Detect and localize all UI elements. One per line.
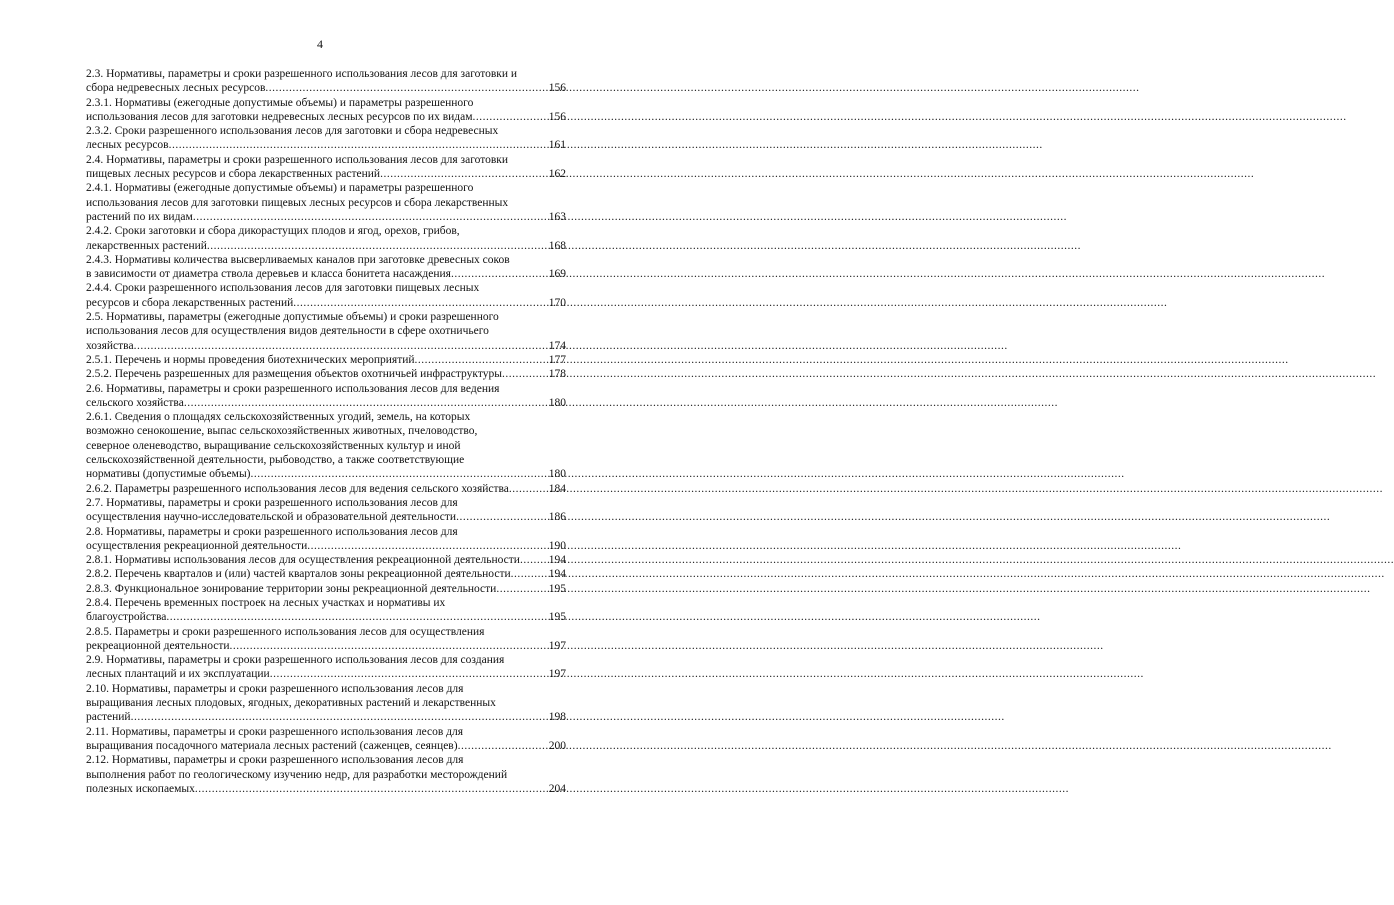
dot-leader <box>456 510 548 524</box>
toc-entry[interactable] <box>86 682 566 725</box>
dot-leader <box>131 710 548 724</box>
toc-page-number: 178 <box>548 368 566 381</box>
dot-leader <box>293 296 547 310</box>
toc-page-number: 200 <box>548 739 566 752</box>
toc-page-number: 168 <box>548 239 566 252</box>
toc-entry-text: выполнения работ по геологическому изучению недр, для разработки месторождений <box>86 768 508 781</box>
toc-page-number: 170 <box>548 296 566 309</box>
toc-entry-text: 2.6.1. Сведения о площадях сельскохозяйственных угодий, земель, на которых <box>86 411 471 424</box>
toc-page-number: 180 <box>548 468 566 481</box>
toc-entry-text: осуществления научно-исследовательской и образовательной деятельности <box>86 511 457 524</box>
dot-leader <box>509 482 548 496</box>
dot-leader <box>307 539 548 553</box>
toc-entry-text: 2.3.1. Нормативы (ежегодные допустимые объемы) и параметры разрешенного <box>86 96 474 109</box>
toc-entry-text: в зависимости от диаметра ствола деревьев и класса бонитета насаждения <box>86 268 451 281</box>
toc-entry[interactable] <box>86 410 566 481</box>
toc-entry-text: 2.8.1. Нормативы использования лесов для осуществления рекреационной деятельности <box>86 554 520 567</box>
dot-leader <box>195 782 548 796</box>
toc-entry[interactable] <box>86 367 566 381</box>
dot-leader <box>520 553 548 567</box>
toc-entry[interactable] <box>86 553 566 567</box>
toc-page-number: 204 <box>548 782 566 795</box>
toc-entry-text: 2.3.2. Сроки разрешенного использования лесов для заготовки и сбора недревесных <box>86 125 499 138</box>
dot-leader <box>496 582 547 596</box>
toc-entry-text: лекарственных растений <box>86 239 207 252</box>
toc-entry-text: 2.4. Нормативы, параметры и сроки разрешенного использования лесов для заготовки <box>86 153 509 166</box>
toc-entry[interactable] <box>86 525 566 554</box>
dot-leader <box>230 639 548 653</box>
toc-entry-text: 2.10. Нормативы, параметры и сроки разрешенного использования лесов для <box>86 682 464 695</box>
toc-entry-text: 2.4.3. Нормативы количества высверливаемых каналов при заготовке древесных соков <box>86 253 510 266</box>
toc-entry[interactable] <box>86 124 566 153</box>
toc-entry-text: использования лесов для заготовки недревесных лесных ресурсов по их видам <box>86 110 473 123</box>
toc-entry-text: использования лесов для осуществления видов деятельности в сфере охотничьего <box>86 325 489 338</box>
toc-entry-text: 2.5. Нормативы, параметры (ежегодные допустимые объемы) и сроки разрешенного <box>86 311 499 324</box>
dot-leader <box>169 138 548 152</box>
toc-entry[interactable] <box>86 67 566 96</box>
toc-entry-text: 2.8.4. Перечень временных построек на лесных участках и нормативы их <box>86 596 446 609</box>
toc-entry-text: лесных плантаций и их эксплуатации <box>86 668 270 681</box>
page-number: 4 <box>317 37 323 51</box>
toc-page-number: 198 <box>548 711 566 724</box>
dot-leader <box>380 167 548 181</box>
toc-entry[interactable] <box>86 382 566 411</box>
toc-page-number: 174 <box>548 339 566 352</box>
toc-entry[interactable] <box>86 253 566 282</box>
toc-entry-text: сельскохозяйственной деятельности, рыбоводство, а также соответствующие <box>86 454 465 467</box>
toc-entry-text: 2.11. Нормативы, параметры и сроки разрешенного использования лесов для <box>86 725 464 738</box>
toc-entry-text: полезных ископаемых <box>86 782 195 795</box>
dot-leader <box>270 667 548 681</box>
dot-leader <box>184 396 548 410</box>
toc-entry-text: лесных ресурсов <box>86 139 169 152</box>
dot-leader <box>265 81 547 95</box>
dot-leader <box>251 467 548 481</box>
toc-entry-text: осуществления рекреационной деятельности <box>86 539 308 552</box>
dot-leader <box>511 567 548 581</box>
toc-entry-text: 2.8.3. Функциональное зонирование территории зоны рекреационной деятельности <box>86 582 497 595</box>
toc-page-number: 156 <box>548 82 566 95</box>
toc-entry[interactable] <box>86 582 566 596</box>
table-of-contents <box>86 67 566 796</box>
dot-leader <box>451 267 548 281</box>
toc-entry[interactable] <box>86 725 566 754</box>
toc-page-number: 190 <box>548 539 566 552</box>
toc-entry-text: 2.8.2. Перечень кварталов и (или) частей кварталов зоны рекреационной деятельности <box>86 568 511 581</box>
toc-entry-text: северное оленеводство, выращивание сельскохозяйственных культур и иной <box>86 439 461 452</box>
toc-entry[interactable] <box>86 753 566 796</box>
toc-page-number: 169 <box>548 268 566 281</box>
toc-entry-text: хозяйства <box>86 339 134 352</box>
toc-entry[interactable] <box>86 625 566 654</box>
toc-entry-text: рекреационной деятельности <box>86 639 230 652</box>
toc-entry-text: 2.7. Нормативы, параметры и сроки разрешенного использования лесов для <box>86 496 458 509</box>
dot-leader <box>473 110 548 124</box>
toc-page-number: 194 <box>548 554 566 567</box>
toc-page-number: 186 <box>548 511 566 524</box>
toc-page-number: 195 <box>548 582 566 595</box>
toc-page-number: 197 <box>548 668 566 681</box>
toc-page-number: 163 <box>548 210 566 223</box>
toc-entry[interactable] <box>86 281 566 310</box>
toc-entry-text: выращивания посадочного материала лесных растений (саженцев, сеянцев) <box>86 739 458 752</box>
toc-entry[interactable] <box>86 310 566 353</box>
toc-entry-text: 2.4.2. Сроки заготовки и сбора дикорастущих плодов и ягод, орехов, грибов, <box>86 225 460 238</box>
toc-entry[interactable] <box>86 567 566 581</box>
toc-entry[interactable] <box>86 596 566 625</box>
toc-entry-text: благоустройства <box>86 611 167 624</box>
toc-entry-text: использования лесов для заготовки пищевых лесных ресурсов и сбора лекарственных <box>86 196 509 209</box>
toc-entry-text: пищевых лесных ресурсов и сбора лекарственных растений <box>86 168 381 181</box>
dot-leader <box>193 210 548 224</box>
toc-entry[interactable] <box>86 224 566 253</box>
toc-entry-text: растений по их видам <box>86 210 193 223</box>
dot-leader <box>415 353 548 367</box>
toc-page-number: 184 <box>548 482 566 495</box>
toc-entry-text: ресурсов и сбора лекарственных растений <box>86 296 294 309</box>
toc-entry-text: выращивания лесных плодовых, ягодных, декоративных растений и лекарственных <box>86 697 496 710</box>
toc-page-number: 194 <box>548 568 566 581</box>
toc-page-number: 161 <box>548 139 566 152</box>
toc-page-number: 177 <box>548 353 566 366</box>
toc-entry[interactable] <box>86 181 566 224</box>
dot-leader <box>134 339 548 353</box>
toc-entry-text: 2.9. Нормативы, параметры и сроки разрешенного использования лесов для создания <box>86 654 505 667</box>
toc-entry-text: 2.5.1. Перечень и нормы проведения биотехнических мероприятий <box>86 353 415 366</box>
toc-entry-text: 2.8.5. Параметры и сроки разрешенного использования лесов для осуществления <box>86 625 485 638</box>
toc-page-number: 162 <box>548 168 566 181</box>
toc-entry-text: нормативы (допустимые объемы) <box>86 468 251 481</box>
toc-entry[interactable] <box>86 653 566 682</box>
toc-entry-text: 2.12. Нормативы, параметры и сроки разрешенного использования лесов для <box>86 754 464 767</box>
toc-entry[interactable] <box>86 496 566 525</box>
toc-entry-text: возможно сенокошение, выпас сельскохозяйственных животных, пчеловодство, <box>86 425 478 438</box>
toc-entry[interactable] <box>86 153 566 182</box>
toc-entry-text: 2.3. Нормативы, параметры и сроки разрешенного использования лесов для заготовки и <box>86 68 518 80</box>
dot-leader <box>502 367 548 381</box>
toc-entry-text: сбора недревесных лесных ресурсов <box>86 82 266 95</box>
toc-entry-text: 2.8. Нормативы, параметры и сроки разрешенного использования лесов для <box>86 525 458 538</box>
toc-entry-text: 2.6. Нормативы, параметры и сроки разрешенного использования лесов для ведения <box>86 382 500 395</box>
toc-page-number: 195 <box>548 611 566 624</box>
toc-entry-text: сельского хозяйства <box>86 396 184 409</box>
dot-leader <box>207 239 548 253</box>
toc-entry-text: 2.4.4. Сроки разрешенного использования лесов для заготовки пищевых лесных <box>86 282 480 295</box>
toc-entry[interactable] <box>86 96 566 125</box>
toc-page-number: 180 <box>548 396 566 409</box>
toc-page-number: 156 <box>548 110 566 123</box>
toc-entry-text: растений <box>86 711 131 724</box>
toc-entry[interactable] <box>86 353 566 367</box>
toc-entry[interactable] <box>86 482 566 496</box>
toc-entry-text: 2.4.1. Нормативы (ежегодные допустимые объемы) и параметры разрешенного <box>86 182 474 195</box>
toc-entry-text: 2.5.2. Перечень разрешенных для размещения объектов охотничьей инфраструктуры <box>86 368 502 381</box>
dot-leader <box>166 610 547 624</box>
toc-entry-text: 2.6.2. Параметры разрешенного использования лесов для ведения сельского хозяйства <box>86 482 509 495</box>
toc-page-number: 197 <box>548 639 566 652</box>
dot-leader <box>458 739 548 753</box>
